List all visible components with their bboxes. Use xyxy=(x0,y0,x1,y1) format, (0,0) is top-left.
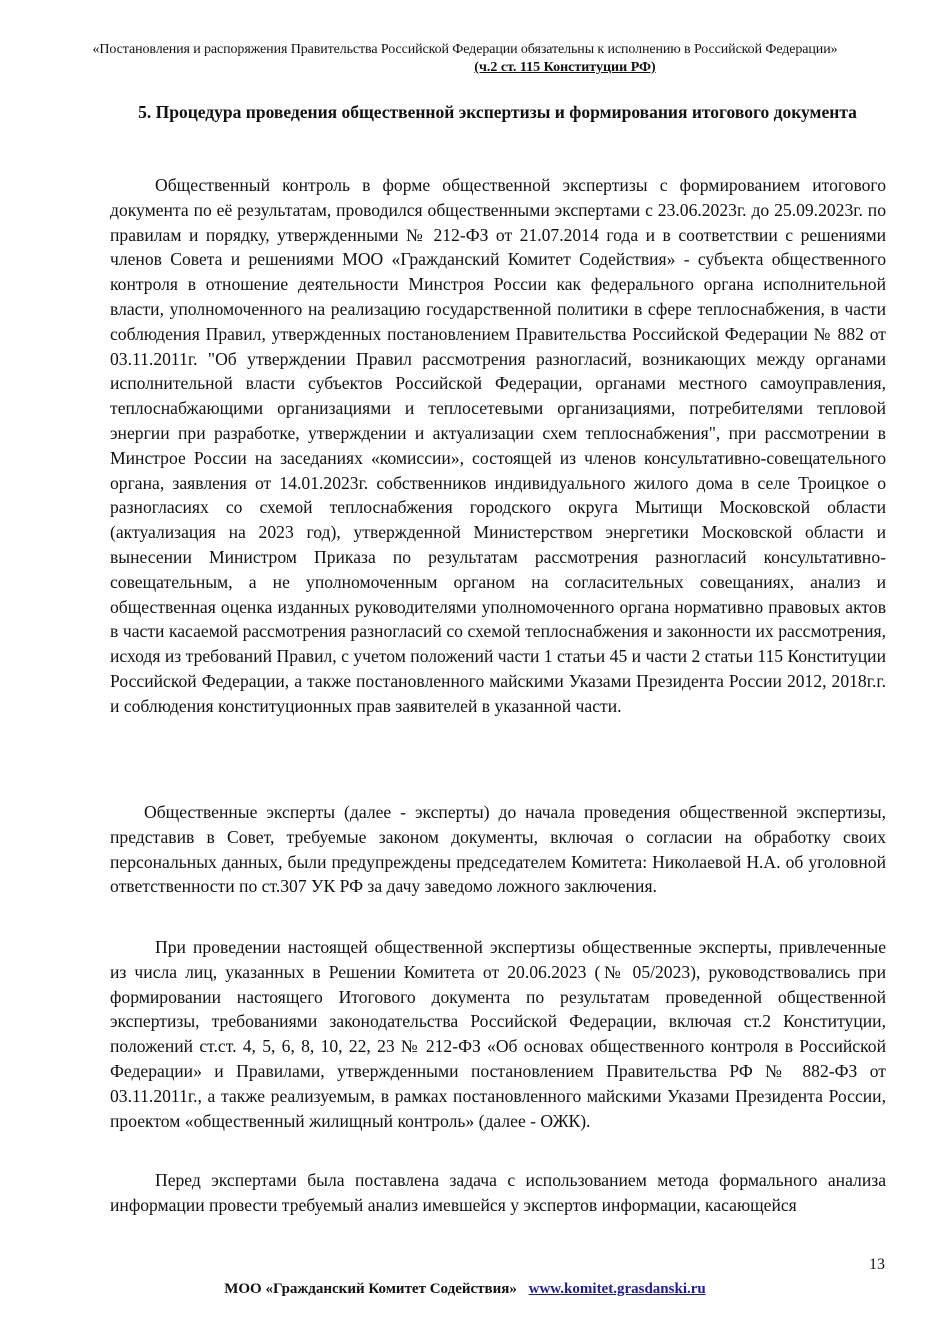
header-citation-text: (ч.2 ст. 115 Конституции РФ) xyxy=(474,60,656,75)
paragraph-2: Общественные эксперты (далее - эксперты) до начала проведения общественной экспертизы, представив в Совет, требуемые законом документы, включая о согласии на обработку своих персональных данных, были предупреждены председателем Комитета: Николаевой Н.А. об уголовной ответственности по ст.307 УК РФ за дачу заведомо ложного заключения. xyxy=(110,802,886,897)
paragraph-1: Общественный контроль в форме общественной экспертизы с формированием итогового документа по её результатам, проводился общественными экспертами с 23.06.2023г. до 25.09.2023г. по правилам и порядку, утвержденными № 212-ФЗ от 21.07.2014 года и в соответствии с решениями членов Совета и решениями МОО «Гражданский Комитет Содействия» - субъекта общественного контроля в отношение деятельности Минстроя России как федерального органа исполнительной власти, уполномоченного на реализацию государственной политики в сфере теплоснабжения, в части соблюдения Правил, утвержденных постановлением Правительства Российской Федерации № 882 от 03.11.2011г. "Об утверждении Правил рассмотрения разногласий, возникающих между органами исполнительной власти субъектов Российской Федерации, органами местного самоуправления, теплоснабжающими организациями и теплосетевыми организациями, потребителями тепловой энергии при разработке, утверждении и актуализации схем теплоснабжения", при рассмотрении в Минстрое России на заседаниях «комиссии», состоящей из членов консультативно-совещательного органа, заявления от 14.01.2023г. собственников индивидуального жилого дома в селе Троицкое о разногласиях со схемой теплоснабжения городского округа Мытищи Московской области (актуализация на 2023 год), утвержденной Министерством энергетики Московской области и вынесении Министром Приказа по результатам рассмотрения разногласий консультативно-совещательным, а не уполномоченным органом на согласительных совещаниях, анализ и общественная оценка изданных руководителями уполномоченного органа нормативно правовых актов в части касаемой рассмотрения разногласий со схемой теплоснабжения и законности их рассмотрения, исходя из требований Правил, с учетом положений части 1 статьи 45 и части 2 статьи 115 Конституции Российской Федерации, а также постановленного майскими Указами Президента России 2012, 2018г.г. и соблюдения конституционных прав заявителей в указанной части. xyxy=(110,175,886,716)
footer xyxy=(0,1281,930,1298)
paragraph-3: При проведении настоящей общественной экспертизы общественные эксперты, привлеченные из числа лиц, указанных в Решении Комитета от 20.06.2023 (№ 05/2023), руководствовались при формировании настоящего Итогового документа по результатам проведенной общественной экспертизы, требованиями законодательства Российской Федерации, включая ст.2 Конституции, положений ст.ст. 4, 5, 6, 8, 10, 22, 23 № 212-ФЗ «Об основах общественного контроля в Российской Федерации» и Правилами, утвержденными постановлением Правительства РФ № 882-ФЗ от 03.11.2011г., а также реализуемым, в рамках постановленного майскими Указами Президента России, проектом «общественный жилищный контроль» (далее - ОЖК). xyxy=(110,937,886,1131)
footer-organization: МОО «Гражданский Комитет Содействия» xyxy=(224,1281,517,1297)
paragraph-4: Перед экспертами была поставлена задача с использованием метода формального анализа информации провести требуемый анализ имевшейся у экспертов информации, касающейся xyxy=(110,1170,886,1215)
page-number: 13 xyxy=(869,1256,885,1273)
header-citation xyxy=(0,60,930,76)
header-quote: «Постановления и распоряжения Правительства Российской Федерации обязательны к исполнению в Российской Федерации» xyxy=(92,42,838,57)
footer-website-link[interactable]: www.komitet.grasdanski.ru xyxy=(528,1281,706,1297)
section-title: 5. Процедура проведения общественной экспертизы и формирования итогового документа xyxy=(138,102,857,122)
